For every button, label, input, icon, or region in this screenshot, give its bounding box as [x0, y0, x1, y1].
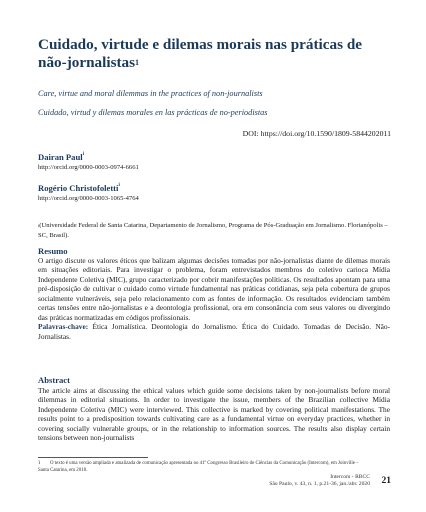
journal-citation: Intercom - RBCC São Paulo, v. 43, n. 1, p.21-36, jan./abr. 2020: [269, 474, 370, 488]
resumo-text: O artigo discute os valores éticos que balizam algumas decisões tomadas por não-jornalistas diante de dilemas morais em situações editoriais. Para investigar o problema, foram entrevistados membros do coletivo carioca Mídia Independente Coletiva (MIC), grupo caracterizado por cobrir manifestações políticas. Os resultados apontam para uma pré-disposição de cultivar o cuidado como virtude fundamental nas práticas cotidianas, seja pela cobertura de grupos socialmente vulneráveis, seja pelo relacionamento com as fontes de informação. Os resultados evidenciam também certas tensões entre não-jornalistas e a deontologia profissional, ora em consonância com seus valores ou divergindo das práticas normatizadas em códigos profissionais. Palavras-chave: Ética Jornalística. Deontologia do Jornalismo. Ética do Cuidado. Tomadas de Decisão. Não-Jornalistas.: [38, 256, 391, 341]
author-affiliation: $^i$(Universidade Federal de Santa Catarina, Departamento de Jornalismo, Programa de Pós-Graduação em Jornalismo. Florianópolis – SC, Brasil).: [38, 222, 388, 239]
abstract-heading: Abstract: [38, 375, 70, 385]
author-name: Dairan Paul$^i$: [38, 152, 85, 162]
footnote: 1 O texto é uma versão ampliada e atualizada de comunicação apresentada no 41º Congresso Brasileiro de Ciências da Comunicação (Intercom), em Joinville – Santa Catarina, em 2018.: [38, 461, 359, 473]
page-number: 21: [381, 476, 391, 486]
author-name: Rogério Christofoletti$^i$: [38, 183, 120, 193]
abstract-text: The article aims at discussing the ethical values which guide some decisions taken by non-journalists before moral dilemmas in editorial situations. In order to investigate the issue, members of the Brazilian collective Mídia Independente Coletiva (MIC) were interviewed. This collective is marked by covering political manifestations. The results point to a predisposition towards cultivating care as a fundamental virtue on everyday practices, whether in covering socially vulnerable groups, or in the relationship to information sources. The results also display certain tensions between non-journalists: [38, 386, 390, 443]
footnote-divider: [38, 457, 148, 458]
spanish-title: Cuidado, virtud y dilemas morales en las prácticas de no-periodistas: [38, 108, 268, 117]
doi-link[interactable]: DOI: https://doi.org/10.1590/1809-5844202011: [242, 129, 391, 138]
keywords-label: Palavras-chave:: [38, 322, 89, 332]
title-footnote-mark: 1: [135, 58, 140, 67]
author-orcid-link[interactable]: http://orcid.org/0000-0003-0974-6661: [38, 164, 139, 171]
article-title: [38, 36, 388, 72]
keywords-text: Ética Jornalística. Deontologia do Jornalismo. Ética do Cuidado. Tomadas de Decisão. Não-Jornalistas.: [38, 322, 391, 341]
author-orcid-link[interactable]: http://orcid.org/0000-0003-1065-4764: [38, 195, 139, 202]
english-title: Care, virtue and moral dilemmas in the practices of non-journalists: [38, 89, 263, 98]
resumo-heading: Resumo: [38, 246, 68, 256]
article-title-text: Cuidado, virtude e dilemas morais nas práticas de não-jornalistas: [38, 36, 363, 71]
